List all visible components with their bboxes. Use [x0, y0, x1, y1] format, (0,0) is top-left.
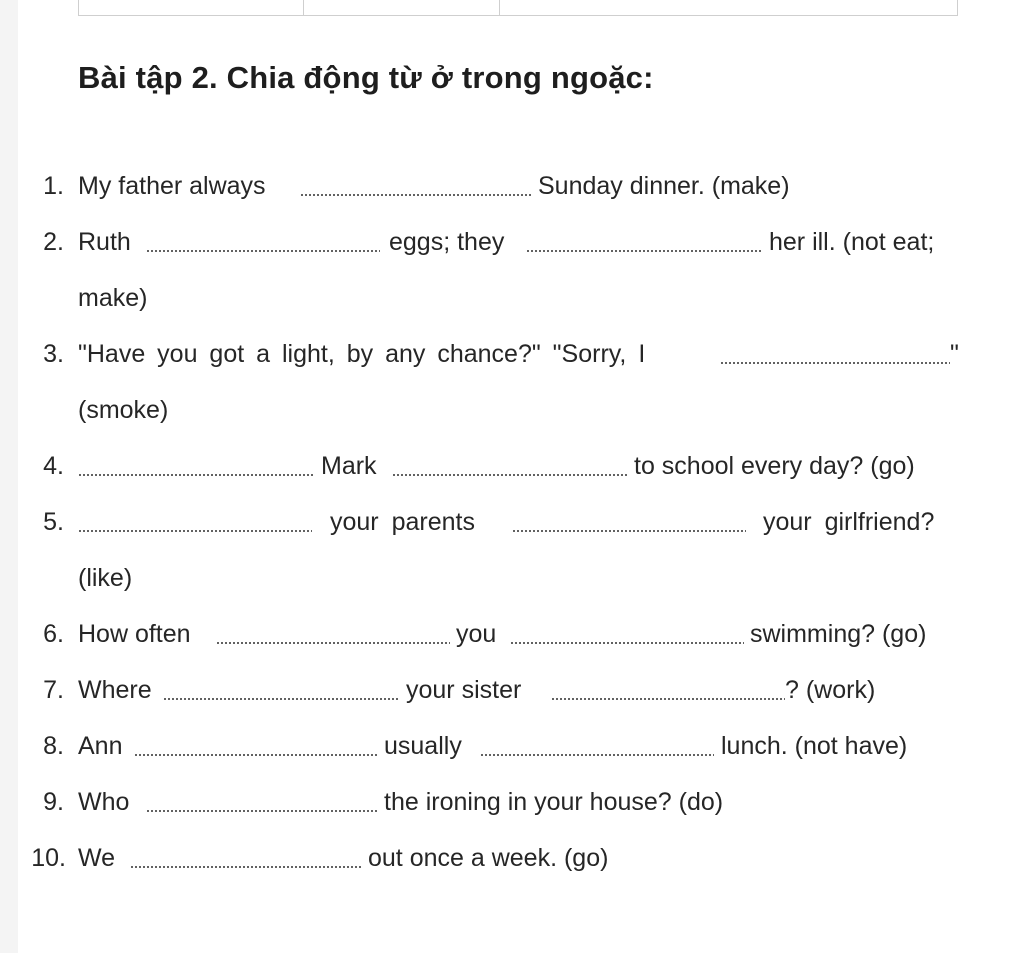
item-text: ": [950, 340, 959, 368]
item-number: 1.: [43, 172, 64, 200]
item-text: you: [456, 620, 497, 648]
exercise-item-8: [0, 726, 1024, 766]
item-number: 8.: [43, 732, 64, 760]
exercise-item-6: [0, 614, 1024, 654]
item-text: to school every day? (go): [634, 452, 915, 480]
answer-blank[interactable]: [392, 474, 628, 476]
item-number: 4.: [43, 452, 64, 480]
item-text: (smoke): [78, 396, 169, 424]
item-number: 6.: [43, 620, 64, 648]
answer-blank[interactable]: [216, 642, 450, 644]
item-text: your sister: [406, 676, 522, 704]
answer-blank[interactable]: [300, 194, 532, 196]
answer-blank[interactable]: [526, 250, 762, 252]
exercise-item-5: [0, 502, 1024, 542]
item-text: Mark: [321, 452, 377, 480]
item-number: 2.: [43, 228, 64, 256]
item-text: (like): [78, 564, 133, 592]
item-text: Sunday dinner. (make): [538, 172, 790, 200]
answer-blank[interactable]: [134, 754, 378, 756]
item-number: 9.: [43, 788, 64, 816]
item-text: eggs; they: [389, 228, 505, 256]
item-text: We: [78, 844, 116, 872]
exercise-item-4: [0, 446, 1024, 486]
exercise-item-7: [0, 670, 1024, 710]
item-text: How often: [78, 620, 191, 648]
item-text: out once a week. (go): [368, 844, 609, 872]
item-text: lunch. (not have): [721, 732, 908, 760]
item-number: 7.: [43, 676, 64, 704]
item-text: Who: [78, 788, 130, 816]
exercise-item-5-continuation: [0, 558, 1024, 598]
answer-blank[interactable]: [512, 530, 746, 532]
item-text: My father always: [78, 172, 266, 200]
answer-blank[interactable]: [720, 362, 950, 364]
item-text: ? (work): [785, 676, 876, 704]
answer-blank[interactable]: [163, 698, 399, 700]
item-text: the ironing in your house? (do): [384, 788, 724, 816]
answer-blank[interactable]: [480, 754, 714, 756]
answer-blank[interactable]: [130, 866, 362, 868]
answer-blank[interactable]: [78, 530, 312, 532]
exercise-item-2-continuation: [0, 278, 1024, 318]
answer-blank[interactable]: [551, 698, 785, 700]
item-text: your girlfriend?: [763, 508, 935, 536]
exercise-item-3: [0, 334, 1024, 374]
exercise-item-10: [0, 838, 1024, 878]
item-text: her ill. (not eat;: [769, 228, 935, 256]
item-text: make): [78, 284, 148, 312]
answer-blank[interactable]: [146, 810, 378, 812]
exercise-item-3-continuation: [0, 390, 1024, 430]
item-number: 10.: [31, 844, 66, 872]
item-text: your parents: [330, 508, 475, 536]
exercise-title: Bài tập 2. Chia động từ ở trong ngoặc:: [78, 60, 654, 95]
item-text: Where: [78, 676, 152, 704]
exercise-item-2: [0, 222, 1024, 262]
exercise-item-1: [0, 166, 1024, 206]
answer-blank[interactable]: [78, 474, 314, 476]
answer-blank[interactable]: [510, 642, 744, 644]
table-column-divider: [303, 0, 304, 15]
item-text: swimming? (go): [750, 620, 927, 648]
exercise-item-9: [0, 782, 1024, 822]
item-number: 3.: [43, 340, 64, 368]
item-text: Ann: [78, 732, 123, 760]
item-text: usually: [384, 732, 462, 760]
table-border-remnant: [78, 0, 958, 16]
answer-blank[interactable]: [146, 250, 380, 252]
item-text: "Have you got a light, by any chance?" "Sorry, I: [78, 340, 646, 368]
table-column-divider: [499, 0, 500, 15]
item-number: 5.: [43, 508, 64, 536]
item-text: Ruth: [78, 228, 131, 256]
